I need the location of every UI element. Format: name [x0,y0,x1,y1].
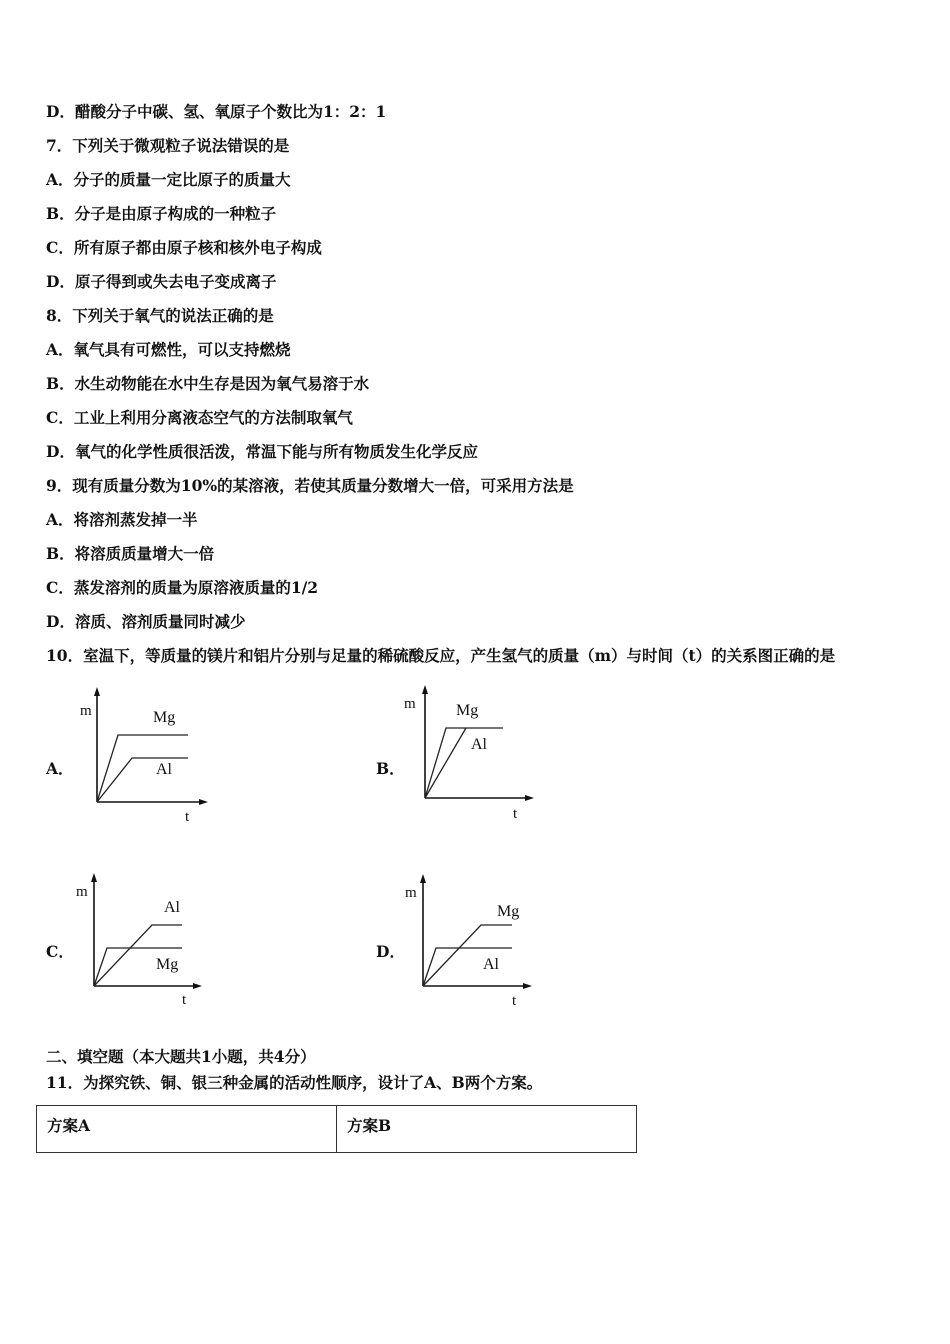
graph-c [68,871,218,1011]
graph-b-y-label: m [404,696,416,712]
q9-option-c: C．蒸发溶剂的质量为原溶液质量的1/2 [46,578,319,597]
q9-option-b: B．将溶质质量增大一倍 [46,544,215,563]
graph-b-lower-label: Al [471,736,487,753]
q7-option-d: D．原子得到或失去电子变成离子 [46,272,277,291]
q10-option-c-label: C． [46,942,74,961]
q9-option-a: A．将溶剂蒸发掉一半 [46,510,198,529]
graph-d-y-label: m [405,885,417,901]
graph-a-lower-label: Al [156,761,172,778]
graph-d-x-arrow [523,983,532,989]
graph-c-y-label: m [76,884,88,900]
graph-c-y-arrow [91,873,97,882]
q6-option-d: D．醋酸分子中碳、氢、氧原子个数比为1：2：1 [46,102,387,121]
graph-a-y-label: m [80,703,92,719]
graph-a-x-arrow [199,799,208,805]
section-2-heading: 二、填空题（本大题共1小题，共4分） [46,1047,316,1066]
graph-a-x-label: t [185,809,190,825]
scheme-b-header: 方案B [337,1106,637,1153]
q8-option-a: A．氧气具有可燃性，可以支持燃烧 [46,340,291,359]
q9-option-d: D．溶质、溶剂质量同时减少 [46,612,246,631]
q7-option-c: C．所有原子都由原子核和核外电子构成 [46,238,322,257]
scheme-table-row [37,1106,637,1153]
graph-a-al-line [97,758,188,802]
graph-b-mg-line [425,728,503,798]
q10-option-a-label: A． [46,759,74,778]
graph-b-x-label: t [513,806,518,822]
q8-option-c: C．工业上利用分离液态空气的方法制取氧气 [46,408,353,427]
q8-option-b: B．水生动物能在水中生存是因为氧气易溶于水 [46,374,370,393]
graph-b-y-arrow [422,685,428,694]
graph-b-x-arrow [525,795,534,801]
q7-option-b: B．分子是由原子构成的一种粒子 [46,204,277,223]
graph-a-upper-label: Mg [153,709,176,726]
graph-d-x-label: t [512,993,517,1009]
q11-stem: 11．为探究铁、铜、银三种金属的活动性顺序，设计了A、B两个方案。 [46,1073,543,1092]
graph-a [70,685,220,825]
q7-stem: 7．下列关于微观粒子说法错误的是 [46,136,290,155]
graph-d-y-arrow [420,874,426,883]
q8-stem: 8．下列关于氧气的说法正确的是 [46,306,274,325]
q7-option-a: A．分子的质量一定比原子的质量大 [46,170,291,189]
scheme-table [36,1105,637,1153]
q9-stem: 9．现有质量分数为10%的某溶液，若使其质量分数增大一倍，可采用方法是 [46,476,574,495]
q10-option-b-label: B． [376,759,405,778]
graph-d [397,872,547,1012]
graph-d-upper-label: Mg [497,903,520,920]
q8-option-d: D．氧气的化学性质很活泼，常温下能与所有物质发生化学反应 [46,442,478,461]
graph-b-upper-label: Mg [456,702,479,719]
graph-a-y-arrow [94,687,100,696]
graph-b-al-line [425,728,466,798]
q10-option-d-label: D． [376,942,405,961]
graph-b [398,683,548,823]
graph-c-upper-label: Al [164,899,180,916]
scheme-a-header: 方案A [37,1106,337,1153]
graph-c-x-arrow [193,983,202,989]
graph-a-mg-line [97,735,188,802]
graph-d-lower-label: Al [483,956,499,973]
q10-stem: 10．室温下，等质量的镁片和铝片分别与足量的稀硫酸反应，产生氢气的质量（m）与时间（t）的关系图正确的是 [46,646,836,665]
graph-c-lower-label: Mg [156,956,179,973]
graph-c-x-label: t [182,992,187,1008]
